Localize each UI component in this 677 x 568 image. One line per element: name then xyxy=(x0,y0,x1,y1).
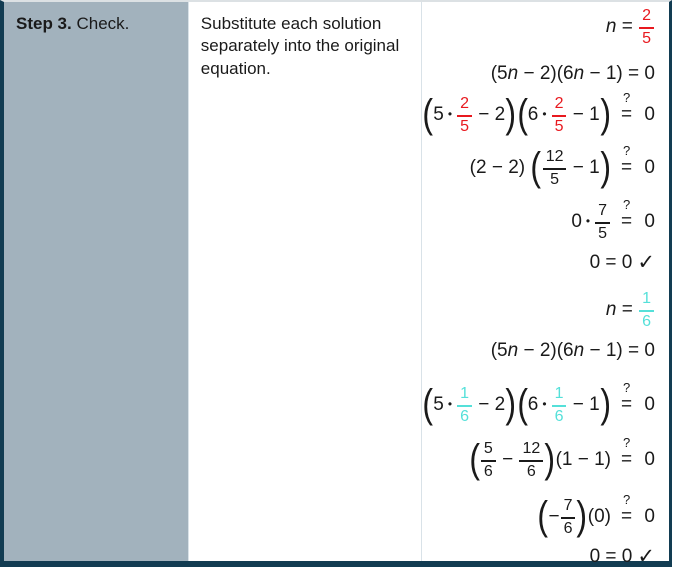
multiplication-dot: • xyxy=(542,396,547,411)
math-line-5 xyxy=(571,196,655,242)
math-text: 0 = 0 xyxy=(589,251,633,273)
fraction-numerator: 2 xyxy=(552,95,567,117)
fraction xyxy=(552,95,567,135)
math-line-11 xyxy=(537,491,655,538)
math-text: − 1) = 0 xyxy=(584,63,655,84)
math-text: = xyxy=(616,298,639,320)
math-text: 0 xyxy=(639,505,655,527)
math-text: − 1 xyxy=(567,156,600,178)
fraction-denominator: 5 xyxy=(550,170,560,188)
math-text: (5 xyxy=(490,63,508,84)
math-text: (5 xyxy=(490,339,508,361)
fraction-denominator: 5 xyxy=(642,30,651,47)
math-text: 0 = 0 xyxy=(589,545,633,567)
math-text: − xyxy=(548,505,560,527)
check-mark-icon: ✓ xyxy=(637,544,655,568)
multiplication-dot: • xyxy=(542,106,547,121)
fraction-numerator: 7 xyxy=(595,202,610,224)
math-line-8 xyxy=(491,340,655,362)
multiplication-dot: • xyxy=(447,396,453,411)
math-line-4 xyxy=(469,142,655,189)
math-text: (0) xyxy=(587,505,612,527)
big-left-paren: ( xyxy=(530,144,542,189)
math-text: − 2)(6 xyxy=(518,339,574,361)
math-column xyxy=(422,2,669,568)
questioned-equals: ? = xyxy=(621,379,633,415)
fraction-numerator: 1 xyxy=(639,290,654,312)
math-text: (2 − 2) xyxy=(469,156,531,178)
fraction-denominator: 6 xyxy=(483,462,493,480)
big-left-paren: ( xyxy=(537,493,549,538)
question-mark: ? xyxy=(622,196,631,212)
fraction xyxy=(561,497,576,537)
math-line-10 xyxy=(468,434,655,481)
fraction-denominator: 6 xyxy=(554,407,564,425)
big-left-paren: ( xyxy=(516,91,528,136)
big-right-paren: ) xyxy=(505,381,517,426)
math-text: − 1 xyxy=(567,393,600,415)
fraction-numerator: 2 xyxy=(639,7,654,29)
fraction xyxy=(519,440,543,480)
step-title: Check. xyxy=(71,14,130,33)
math-line-7 xyxy=(606,290,655,330)
fraction-numerator: 1 xyxy=(552,385,567,407)
fraction xyxy=(639,7,654,47)
questioned-equals: ? = xyxy=(621,196,633,232)
step-column xyxy=(4,2,188,561)
math-variable: n xyxy=(605,298,617,320)
math-text: − 1 xyxy=(567,103,600,125)
fraction xyxy=(457,385,472,425)
math-variable: n xyxy=(507,339,519,361)
multiplication-dot: • xyxy=(447,106,453,121)
fraction-numerator: 5 xyxy=(481,440,496,462)
math-text: 0 xyxy=(639,448,655,470)
big-left-paren: ( xyxy=(422,381,433,426)
math-variable: n xyxy=(573,63,585,84)
math-line-9 xyxy=(422,379,655,426)
math-text: 0 xyxy=(571,210,582,232)
step-heading xyxy=(16,13,176,36)
question-mark: ? xyxy=(622,142,631,158)
description-text: Substitute each solution separately into the original equation. xyxy=(200,14,400,78)
math-variable: n xyxy=(507,63,519,84)
questioned-equals: ? = xyxy=(621,89,633,125)
fraction-denominator: 6 xyxy=(526,462,536,480)
math-text: − xyxy=(496,448,519,470)
big-left-paren: ( xyxy=(422,91,433,136)
big-right-paren: ) xyxy=(600,91,611,136)
fraction-denominator: 6 xyxy=(642,312,651,330)
multiplication-dot: • xyxy=(585,213,591,228)
big-right-paren: ) xyxy=(544,436,556,481)
fraction-numerator: 12 xyxy=(519,440,543,462)
question-mark: ? xyxy=(622,491,631,507)
math-variable: n xyxy=(605,16,617,38)
fraction xyxy=(457,95,472,135)
fraction-numerator: 2 xyxy=(457,95,472,117)
fraction xyxy=(639,290,654,330)
math-line-12 xyxy=(590,546,655,568)
math-text: 5 xyxy=(433,103,444,125)
question-mark: ? xyxy=(622,434,631,450)
math-line-6 xyxy=(590,252,655,274)
questioned-equals: ? = xyxy=(621,491,633,527)
fraction xyxy=(595,202,610,242)
big-left-paren: ( xyxy=(468,436,480,481)
fraction-denominator: 5 xyxy=(460,117,469,135)
math-text: 6 xyxy=(527,393,539,415)
description-column xyxy=(189,2,421,561)
big-right-paren: ) xyxy=(600,144,611,189)
fraction xyxy=(481,440,496,480)
check-mark-icon: ✓ xyxy=(637,251,655,275)
big-right-paren: ) xyxy=(505,91,517,136)
big-left-paren: ( xyxy=(516,381,528,426)
math-text: = xyxy=(616,16,639,38)
math-text: 0 xyxy=(639,210,655,232)
math-text: 0 xyxy=(639,393,655,415)
step-number-label: Step 3. xyxy=(16,14,72,33)
math-text: − 2 xyxy=(472,103,506,125)
math-text: 5 xyxy=(433,393,444,415)
question-mark: ? xyxy=(622,89,631,105)
math-line-3 xyxy=(422,89,655,136)
fraction-numerator: 7 xyxy=(561,497,576,519)
math-text: 0 xyxy=(639,156,655,178)
math-line-2 xyxy=(491,63,655,85)
fraction-denominator: 6 xyxy=(460,407,469,425)
questioned-equals: ? = xyxy=(621,434,633,470)
fraction-numerator: 12 xyxy=(543,148,567,170)
math-text: 6 xyxy=(527,103,539,125)
fraction xyxy=(543,148,567,188)
question-mark: ? xyxy=(622,379,631,395)
math-text: − 2 xyxy=(472,393,506,415)
fraction-denominator: 5 xyxy=(554,117,564,135)
fraction-denominator: 6 xyxy=(563,519,573,537)
fraction xyxy=(552,385,567,425)
big-right-paren: ) xyxy=(600,381,611,426)
big-right-paren: ) xyxy=(576,493,588,538)
math-text: − 1) = 0 xyxy=(584,339,655,361)
math-text: − 2)(6 xyxy=(518,63,574,84)
fraction-numerator: 1 xyxy=(457,385,472,407)
math-variable: n xyxy=(573,339,585,361)
fraction-denominator: 5 xyxy=(598,224,608,242)
math-text: (1 − 1) xyxy=(555,448,612,470)
math-text: 0 xyxy=(639,103,655,125)
math-line-1 xyxy=(606,7,655,47)
questioned-equals: ? = xyxy=(621,142,633,178)
